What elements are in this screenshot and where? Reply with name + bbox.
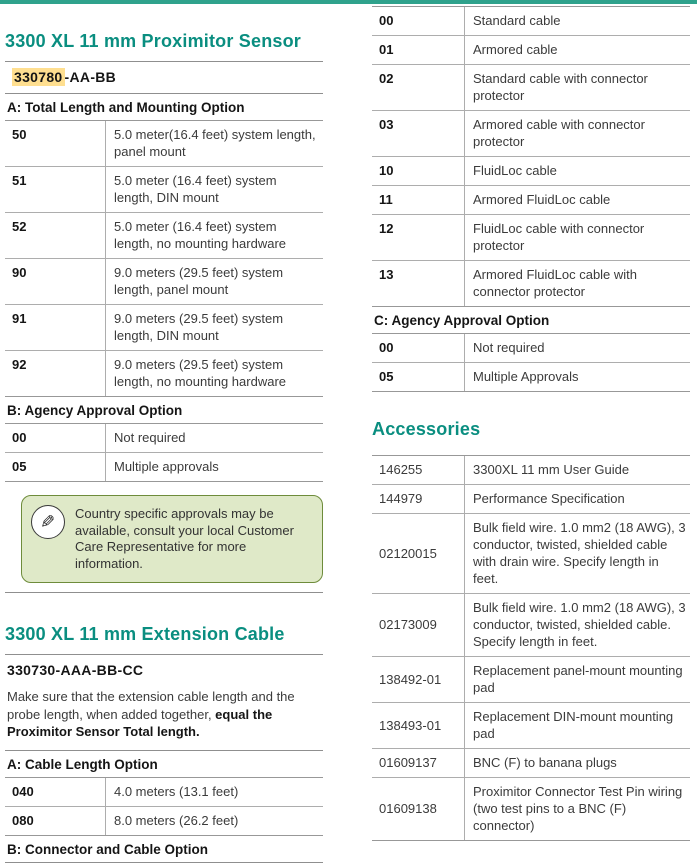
option-description: FluidLoc cable — [464, 157, 690, 185]
option-description: Armored FluidLoc cable with connector protector — [464, 261, 690, 306]
option-code: 11 — [379, 192, 393, 207]
option-description: 5.0 meter (16.4 feet) system length, DIN mount — [105, 167, 323, 212]
table-row — [372, 111, 690, 157]
sensor-section-title: 3300 XL 11 mm Proximitor Sensor — [5, 31, 302, 51]
table-row — [5, 453, 323, 481]
section-header-connector-cable: B: Connector and Cable Option — [7, 841, 208, 857]
table-row — [5, 351, 323, 396]
accessory-description: Performance Specification — [464, 485, 690, 513]
option-description: 4.0 meters (13.1 feet) — [105, 778, 323, 806]
paragraph-bold-text: equal the Proximitor Sensor Total length. — [7, 706, 273, 739]
table-row — [372, 703, 690, 749]
option-description: Multiple Approvals — [464, 363, 690, 391]
left-column — [5, 4, 323, 863]
agency-approval-table — [5, 423, 323, 482]
option-code: 12 — [379, 221, 394, 236]
option-description: Armored cable with connector protector — [464, 111, 690, 156]
option-description: FluidLoc cable with connector protector — [464, 215, 690, 260]
option-description: 9.0 meters (29.5 feet) system length, DIN mount — [105, 305, 323, 350]
paragraph-normal-text: Make sure that the extension cable length and the probe length, when added together, — [7, 689, 295, 722]
option-code: 90 — [12, 265, 27, 280]
table-row — [372, 485, 690, 514]
table-row — [5, 424, 323, 453]
section-header-cable-length: A: Cable Length Option — [5, 750, 323, 777]
option-description: Not required — [105, 424, 323, 452]
option-code: 13 — [379, 267, 394, 282]
table-row — [372, 749, 690, 778]
option-code: 00 — [379, 340, 394, 355]
option-description: Not required — [464, 334, 690, 362]
table-row — [372, 594, 690, 657]
part-number-highlighted: 330780 — [14, 69, 63, 85]
table-row — [5, 213, 323, 259]
table-row — [372, 778, 690, 840]
accessory-part-number: 02173009 — [379, 617, 437, 632]
option-code: 00 — [379, 13, 394, 28]
total-length-options-table — [5, 120, 323, 397]
accessories-section-title: Accessories — [372, 419, 481, 439]
option-code: 00 — [12, 430, 27, 445]
accessory-description: BNC (F) to banana plugs — [464, 749, 690, 777]
extension-part-number: 330730-AAA-BB-CC — [7, 662, 144, 678]
extension-section-title: 3300 XL 11 mm Extension Cable — [5, 624, 285, 644]
section-header-agency-approval-c: C: Agency Approval Option — [374, 313, 550, 328]
divider — [5, 592, 323, 593]
page-top-accent-bar — [0, 0, 697, 4]
accessory-description: Bulk field wire. 1.0 mm2 (18 AWG), 3 conductor, twisted, shielded cable with drain wire. Specify length in feet. — [464, 514, 690, 593]
table-row — [372, 36, 690, 65]
section-header-agency-approval: B: Agency Approval Option — [7, 403, 183, 418]
note-text: Country specific approvals may be available, consult your local Customer Care Representative for more information. — [75, 506, 294, 571]
option-description: Standard cable with connector protector — [464, 65, 690, 110]
option-description: 9.0 meters (29.5 feet) system length, panel mount — [105, 259, 323, 304]
table-row — [5, 259, 323, 305]
option-description: Standard cable — [464, 7, 690, 35]
accessory-description: Bulk field wire. 1.0 mm2 (18 AWG), 3 conductor, twisted, shielded cable. Specify length in feet. — [464, 594, 690, 656]
divider — [5, 862, 323, 863]
option-description: 5.0 meter(16.4 feet) system length, panel mount — [105, 121, 323, 166]
table-row — [5, 778, 323, 807]
accessories-table — [372, 455, 690, 841]
table-row — [372, 334, 690, 363]
option-code: 05 — [12, 459, 27, 474]
accessory-description: 3300XL 11 mm User Guide — [464, 456, 690, 484]
connector-cable-options-table — [372, 6, 690, 307]
option-code: 05 — [379, 369, 394, 384]
option-code: 080 — [12, 812, 34, 828]
table-row — [372, 65, 690, 111]
table-row — [372, 363, 690, 391]
option-code: 03 — [379, 117, 394, 132]
option-code: 51 — [12, 173, 27, 188]
pencil-icon: ✎ — [31, 505, 65, 539]
accessory-part-number: 138493-01 — [379, 717, 442, 733]
table-row — [5, 305, 323, 351]
option-code: 10 — [379, 163, 394, 178]
table-row — [5, 121, 323, 167]
table-row — [372, 7, 690, 36]
table-row — [372, 215, 690, 261]
table-row — [372, 514, 690, 594]
option-code: 91 — [12, 311, 27, 326]
accessory-part-number: 138492-01 — [379, 671, 442, 687]
option-code: 02 — [379, 71, 394, 86]
cable-length-options-table — [5, 777, 323, 836]
table-row — [5, 807, 323, 835]
table-row — [5, 167, 323, 213]
note-box — [21, 495, 323, 583]
accessory-description: Replacement panel-mount mounting pad — [464, 657, 690, 702]
table-row — [372, 157, 690, 186]
option-code: 50 — [12, 127, 27, 142]
accessory-part-number: 01609138 — [379, 801, 437, 816]
accessory-part-number: 01609137 — [379, 755, 437, 770]
option-description: Armored cable — [464, 36, 690, 64]
table-row — [372, 261, 690, 306]
part-number-suffix: -AA-BB — [64, 69, 117, 85]
right-column — [372, 4, 690, 863]
accessory-part-number: 02120015 — [379, 545, 437, 561]
option-description: 5.0 meter (16.4 feet) system length, no mounting hardware — [105, 213, 323, 258]
table-row — [372, 456, 690, 485]
extension-note-paragraph — [7, 688, 317, 741]
sensor-part-number — [5, 62, 323, 93]
option-description: 8.0 meters (26.2 feet) — [105, 807, 323, 835]
table-row — [372, 657, 690, 703]
option-code: 040 — [12, 783, 34, 799]
option-description: 9.0 meters (29.5 feet) system length, no mounting hardware — [105, 351, 323, 396]
option-description: Multiple approvals — [105, 453, 323, 481]
section-header-total-length: A: Total Length and Mounting Option — [5, 93, 323, 120]
option-code: 52 — [12, 219, 27, 234]
accessory-part-number: 144979 — [379, 491, 423, 506]
accessory-description: Replacement DIN-mount mounting pad — [464, 703, 690, 748]
option-code: 92 — [12, 357, 27, 372]
accessory-description: Proximitor Connector Test Pin wiring (two test pins to a BNC (F) connector) — [464, 778, 690, 840]
accessory-part-number: 146255 — [379, 462, 423, 477]
table-row — [372, 186, 690, 215]
agency-approval-c-table — [372, 333, 690, 392]
option-description: Armored FluidLoc cable — [464, 186, 690, 214]
option-code: 01 — [379, 42, 394, 57]
